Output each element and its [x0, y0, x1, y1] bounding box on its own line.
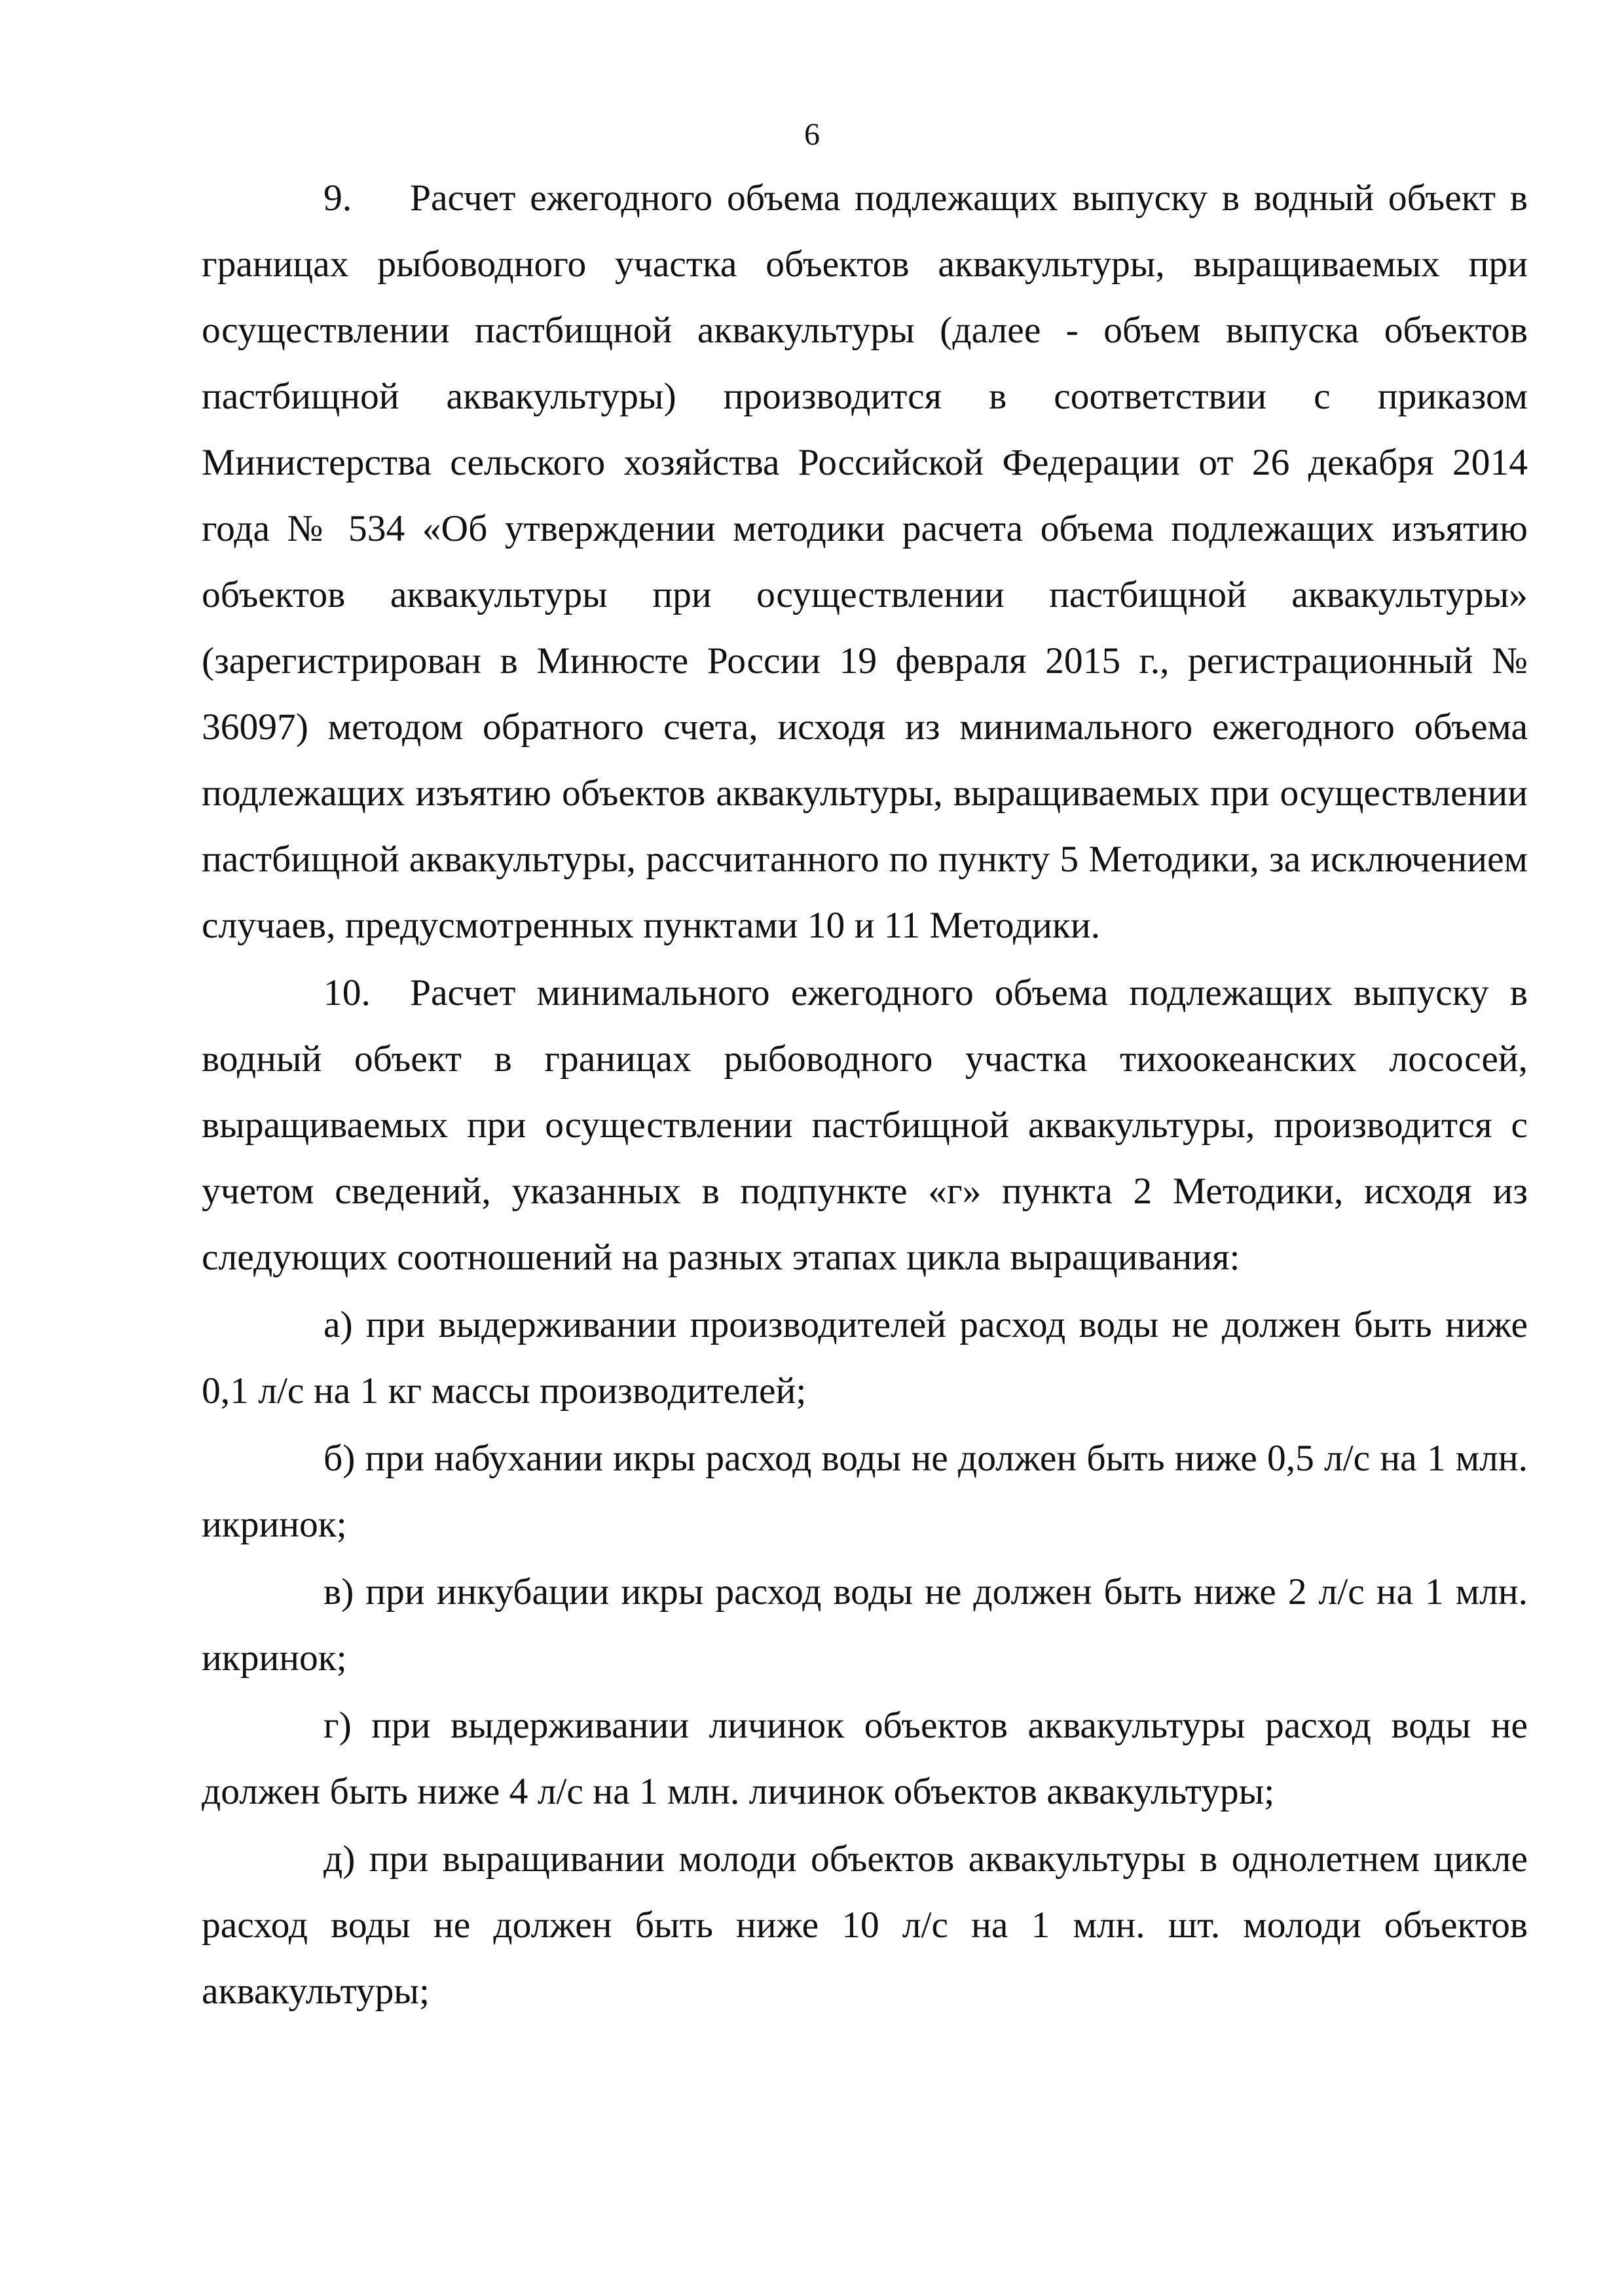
subitem-g: г) при выдерживании личинок объектов аквакультуры расход воды не должен быть ниже 4 л/с на 1 млн. личинок объектов аквакультуры;: [202, 1705, 1528, 1812]
paragraph-9-text: Расчет ежегодного объема подлежащих выпуску в водный объект в границах рыбоводного участка объектов аквакультуры, выращиваемых при осуществлении пастбищной аквакультуры (далее - объем выпуска объектов пастбищной аквакультуры) производится в соответствии с приказом Министерства сельского хозяйства Российской Федерации от 26 декабря 2014 года № 534 «Об утверждении методики расчета объема подлежащих изъятию объектов аквакультуры при осуществлении пастбищной аквакультуры» (зарегистрирован в Минюсте России 19 февраля 2015 г., регистрационный № 36097) методом обратного счета, исходя из минимального ежегодного объема подлежащих изъятию объектов аквакультуры, выращиваемых при осуществлении пастбищной аквакультуры, рассчитанного по пункту 5 Методики, за исключением случаев, предусмотренных пунктами 10 и 11 Методики.: [202, 177, 1528, 946]
document-body: [202, 165, 1528, 2024]
subitem-a: а) при выдерживании производителей расход воды не должен быть ниже 0,1 л/с на 1 кг массы производителей;: [202, 1304, 1528, 1412]
paragraph-10: [202, 960, 1528, 1290]
paragraph-10-text: Расчет минимального ежегодного объема подлежащих выпуску в водный объект в границах рыбоводного участка тихоокеанских лососей, выращиваемых при осуществлении пастбищной аквакультуры, производится с учетом сведений, указанных в подпункте «г» пункта 2 Методики, исходя из следующих соотношений на разных этапах цикла выращивания:: [202, 972, 1528, 1278]
subitem-d: д) при выращивании молоди объектов аквакультуры в однолетнем цикле расход воды не должен быть ниже 10 л/с на 1 млн. шт. молоди объектов аквакультуры;: [202, 1838, 1528, 2012]
paragraph-9-number: 9.: [323, 177, 352, 219]
paragraph-10-number: 10.: [323, 972, 371, 1013]
subitem-b: б) при набухании икры расход воды не должен быть ниже 0,5 л/с на 1 млн. икринок;: [202, 1438, 1528, 1545]
paragraph-9: [202, 165, 1528, 958]
page-number: 6: [804, 117, 820, 152]
subitem-v: в) при инкубации икры расход воды не должен быть ниже 2 л/с на 1 млн. икринок;: [202, 1571, 1528, 1679]
